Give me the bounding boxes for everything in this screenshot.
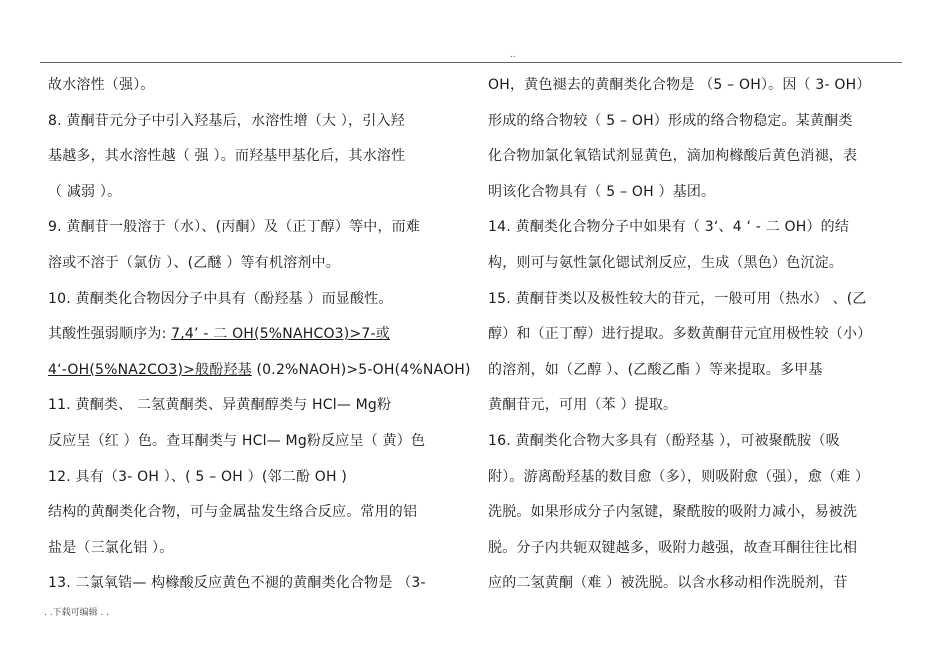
text-segment: 基越多，其水溶性越（ 强 ）。而羟基甲基化后，其水溶性 [48, 148, 406, 165]
text-line [48, 531, 468, 567]
text-segment: 4‘-OH(5%NA2CO3)>般酚羟基 [48, 361, 252, 378]
header-rule [40, 62, 902, 63]
text-line [488, 388, 908, 424]
text-line [48, 388, 468, 424]
text-line [488, 531, 908, 567]
text-line [48, 424, 468, 460]
text-segment: 的溶剂，如（乙醇 ）、(乙酸乙酯 ）等来提取。多甲基 [488, 361, 823, 378]
text-segment: 12. 具有（3- OH ）、( 5 – OH ）(邻二酚 OH ) [48, 468, 348, 485]
text-line [488, 210, 908, 246]
left-column [48, 68, 471, 602]
text-line [488, 460, 908, 496]
text-line [48, 317, 468, 353]
text-line [48, 104, 468, 140]
text-segment: 附）。游离酚羟基的数目愈（多），则吸附愈（强），愈（难 ） [488, 468, 870, 485]
text-segment: 反应呈（红 ）色。查耳酮类与 HCl— Mg粉反应呈（ 黄）色 [48, 432, 426, 449]
text-line [488, 104, 908, 140]
header-dots: .. [510, 50, 516, 60]
text-line [488, 317, 908, 353]
text-segment: 溶或不溶于（氯仿 ）、(乙醚 ）等有机溶剂中。 [48, 254, 340, 271]
text-segment: 8. 黄酮苷元分子中引入羟基后，水溶性增（大 ），引入羟 [48, 112, 405, 129]
text-segment: 盐是（三氯化铝 ）。 [48, 539, 174, 556]
text-segment: 脱。分子内共轭双键越多，吸附力越强，故查耳酮往往比相 [488, 539, 858, 556]
text-segment: 9. 黄酮苷一般溶于（水）、(丙酮）及（正丁醇）等中，而难 [48, 219, 421, 236]
text-segment: 11. 黄酮类、 二氢黄酮类、异黄酮醇类与 HCl— Mg粉 [48, 397, 392, 414]
text-line [488, 566, 908, 602]
text-line [488, 424, 908, 460]
text-segment: 明该化合物具有（ 5 – OH ）基团。 [488, 183, 716, 200]
text-segment: 应的二氢黄酮（难 ）被洗脱。以含水移动相作洗脱剂，苷 [488, 575, 848, 592]
text-segment: (0.2%NAOH)>5-OH(4%NAOH) [251, 361, 471, 378]
text-segment: 黄酮苷元，可用（苯 ）提取。 [488, 397, 678, 414]
text-segment: 洗脱。如果形成分子内氢键，聚酰胺的吸附力减小，易被洗 [488, 504, 858, 521]
footer-text: . .下载可编辑 . . [44, 608, 110, 618]
text-line [48, 566, 468, 602]
text-line [488, 495, 908, 531]
text-segment: 其酸性强弱顺序为: [48, 326, 172, 343]
text-segment: 7,4’ - 二 OH(5%NAHCO3)>7-或 [171, 326, 390, 343]
text-segment: 故水溶性（强）。 [48, 77, 155, 93]
text-line [488, 246, 908, 282]
text-line [48, 139, 468, 175]
text-segment: 15. 黄酮苷类以及极性较大的苷元，一般可用（热水） 、(乙 [488, 290, 867, 307]
text-segment: （ 减弱 ）。 [48, 183, 122, 200]
text-segment: OH，黄色褪去的黄酮类化合物是 （5 – OH）。因（ 3- OH） [488, 77, 871, 93]
text-line [48, 353, 471, 389]
text-line [48, 460, 468, 496]
text-line [48, 246, 468, 282]
text-line [488, 282, 908, 318]
text-line [48, 282, 468, 318]
text-segment: 13. 二氯氧锆— 构橼酸反应黄色不褪的黄酮类化合物是 （3- [48, 575, 426, 592]
text-segment: 10. 黄酮类化合物因分子中具有（酚羟基 ）而显酸性。 [48, 290, 393, 307]
text-segment: 16. 黄酮类化合物大多具有（酚羟基 ），可被聚酰胺（吸 [488, 432, 840, 449]
text-segment: 醇）和（正丁醇）进行提取。多数黄酮苷元宜用极性较（小） [488, 326, 872, 343]
text-segment: 14. 黄酮类化合物分子中如果有（ 3‘、4 ‘ - 二 OH）的结 [488, 219, 850, 236]
text-line [48, 68, 468, 104]
text-line [48, 210, 468, 246]
text-line [488, 175, 908, 211]
text-line [48, 495, 468, 531]
text-line [488, 353, 908, 389]
text-line [488, 68, 908, 104]
text-line [488, 139, 908, 175]
text-segment: 形成的络合物较（ 5 – OH）形成的络合物稳定。某黄酮类 [488, 112, 853, 129]
text-segment: 结构的黄酮类化合物，可与金属盐发生络合反应。常用的铝 [48, 504, 418, 521]
text-segment: 构，则可与氨性氯化锶试剂反应，生成（黑色）色沉淀。 [488, 254, 843, 271]
right-column [488, 68, 908, 602]
text-line [48, 175, 468, 211]
text-segment: 化合物加氯化氧锆试剂显黄色，滴加枸橼酸后黄色消褪，表 [488, 148, 858, 165]
